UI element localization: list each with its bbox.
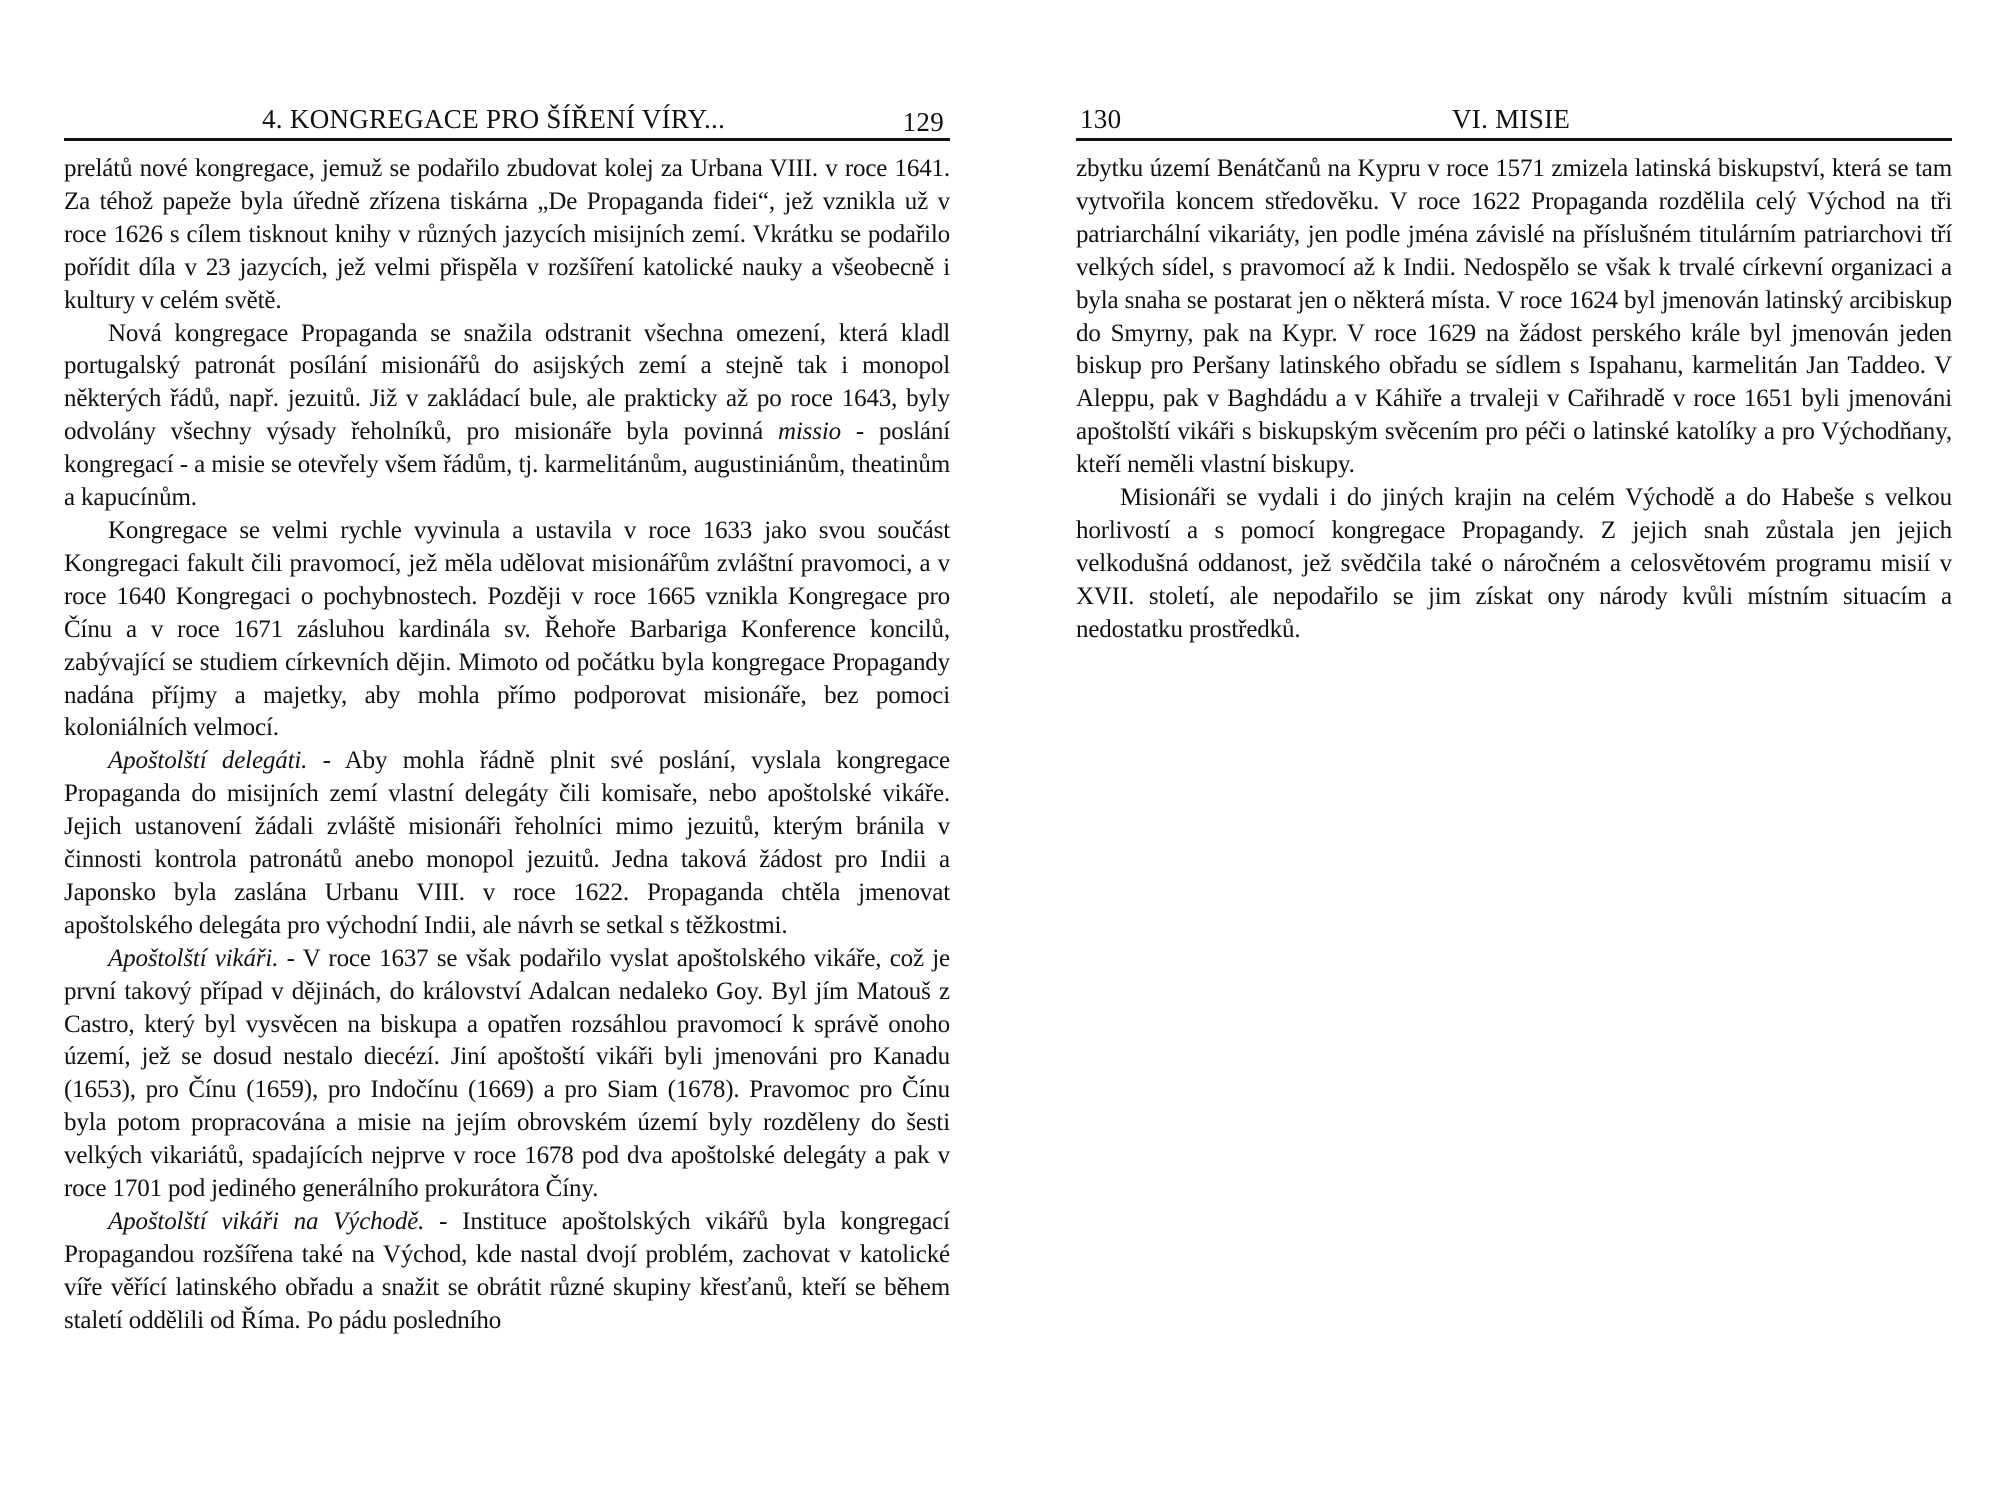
page-number: 129 bbox=[902, 107, 944, 137]
paragraph: Apoštolští vikáři. - V roce 1637 se však podařilo vyslat apoštolského vikáře, což je první takový případ v dějinách, do království Adalcan nedaleko Goy. Byl jím Matouš z Castro, který byl vysvěcen na biskupa a opatřen rozsáhlou pravomocí k správě onoho území, jež se dosud nestalo diecézí. Jiní apoštoští vikáři byli jmenováni pro Kanadu (1653), pro Čínu (1659), pro Indočínu (1669) a pro Siam (1678). Pravomoc pro Čínu byla potom propracována a misie na jejím obrovském území byly rozděleny do šesti velkých vikariátů, spadajících nejprve v roce 1678 pod dva apoštolské delegáty a pak v roce 1701 pod jediného generálního prokurátora Číny. bbox=[64, 944, 950, 1203]
paragraph: prelátů nové kongregace, jemuž se podařilo zbudovat kolej za Urbana VIII. v roce 1641. Za téhož papeže byla úředně zřízena tiskárna „De Propaganda fidei“, jež vznikla už v roce 1626 s cílem tisknout knihy v různých jazycích misijních zemí. Vkrátku se podařilo pořídit díla v 23 jazycích, jež velmi přispěla v rozšíření katolické nauky a všeobecně i kultury v celém světě. bbox=[64, 155, 950, 314]
section-heading: Apoštolští delegáti. bbox=[108, 747, 308, 775]
page-number: 130 bbox=[1080, 104, 1122, 134]
paragraph: Nová kongregace Propaganda se snažila odstranit všechna omezení, která kladl portugalský patronát posílání misionářů do asijských zemí a stejně tak i monopol některých řádů, např. jezuitů. Již v zakládací bule, ale prakticky až po roce 1643, byly odvolány všechny výsady řeholníků, pro misionáře byla povinná missio - poslání kongregací - a misie se otevřely všem řádům, tj. karmelitánům, augustiniánům, theatinům a kapucínům. bbox=[64, 319, 951, 512]
section-heading: Apoštolští vikáři. bbox=[108, 944, 279, 972]
right-page bbox=[1076, 96, 1952, 647]
italic-term: missio bbox=[777, 418, 841, 446]
paragraph: Apoštolští delegáti. - Aby mohla řádně plnit své poslání, vyslala kongregace Propaganda do misijních zemí vlastní delegáty čili komisaře, nebo apoštolské vikáře. Jejich ustanovení žádali zvláště misionáři řeholníci mimo jezuitů, kterým bránila v činnosti kontrola patronátů anebo monopol jezuitů. Jedna taková žádost pro Indii a Japonsko byla zaslána Urbanu VIII. v roce 1622. Propaganda chtěla jmenovat apoštolského delegáta pro východní Indii, ale návrh se setkal s těžkostmi. bbox=[64, 747, 950, 939]
running-header bbox=[64, 96, 950, 141]
body-text bbox=[64, 153, 950, 1338]
chapter-title: VI. MISIE bbox=[1452, 104, 1571, 134]
body-text bbox=[1076, 153, 1952, 647]
left-page bbox=[64, 96, 950, 1338]
paragraph: zbytku území Benátčanů na Kypru v roce 1571 zmizela latinská biskupství, která se tam vytvořila koncem středověku. V roce 1622 Propaganda rozdělila celý Východ na tři patriarchální vikariáty, jen podle jména závislé na příslušném titulárním patriarchovi tří velkých sídel, s pravomocí až k Indii. Nedospělo se však k trvalé církevní organizaci a byla snaha se postarat jen o některá místa. V roce 1624 byl jmenován latinský arcibiskup do Smyrny, pak na Kypr. V roce 1629 na žádost perského krále byl jmenován jeden biskup pro Peršany latinského obřadu se sídlem s Ispahanu, karmelitán Jan Taddeo. V Aleppu, pak v Baghdádu a v Káhiře a trvaleji v Cařihradě v roce 1651 byli jmenováni apoštolští vikáři s biskupským svěcením pro péči o latinské katolíky a pro Východňany, kteří neměli vlastní biskupy. bbox=[1076, 155, 1952, 479]
section-heading: Apoštolští vikáři na Východě. bbox=[108, 1208, 425, 1235]
paragraph: Kongregace se velmi rychle vyvinula a ustavila v roce 1633 jako svou součást Kongregaci fakult čili pravomocí, jež měla udělovat misionářům zvláštní pravomoci, a v roce 1640 Kongregaci o pochybnostech. Později v roce 1665 vznikla Kongregace pro Čínu a v roce 1671 zásluhou kardinála sv. Řehoře Barbariga Konference koncilů, zabývající se studiem církevních dějin. Mimoto od počátku byla kongregace Propagandy nadána příjmy a majetky, aby mohla přímo podporovat misionáře, bez pomoci koloniálních velmocí. bbox=[64, 516, 950, 742]
paragraph: Apoštolští vikáři na Východě. - Instituce apoštolských vikářů byla kongregací Propagandou rozšířena také na Východ, kde nastal dvojí problém, zachovat v katolické víře věřící latinského obřadu a snažit se obrátit různé skupiny křesťanů, kteří se během staletí oddělili od Říma. Po pádu posledního bbox=[64, 1208, 950, 1334]
paragraph: Misionáři se vydali i do jiných krajin na celém Východě a do Habeše s velkou horlivostí a s pomocí kongregace Propagandy. Z jejich snah zůstala jen jejich velkodušná oddanost, jež svědčila také o náročném a celosvětovém programu misií v XVII. století, ale nepodařilo se jim získat ony národy kvůli místním situacím a nedostatku prostředků. bbox=[1076, 484, 1952, 643]
chapter-title: 4. KONGREGACE PRO ŠÍŘENÍ VÍRY... bbox=[262, 104, 726, 134]
running-header bbox=[1076, 96, 1952, 141]
